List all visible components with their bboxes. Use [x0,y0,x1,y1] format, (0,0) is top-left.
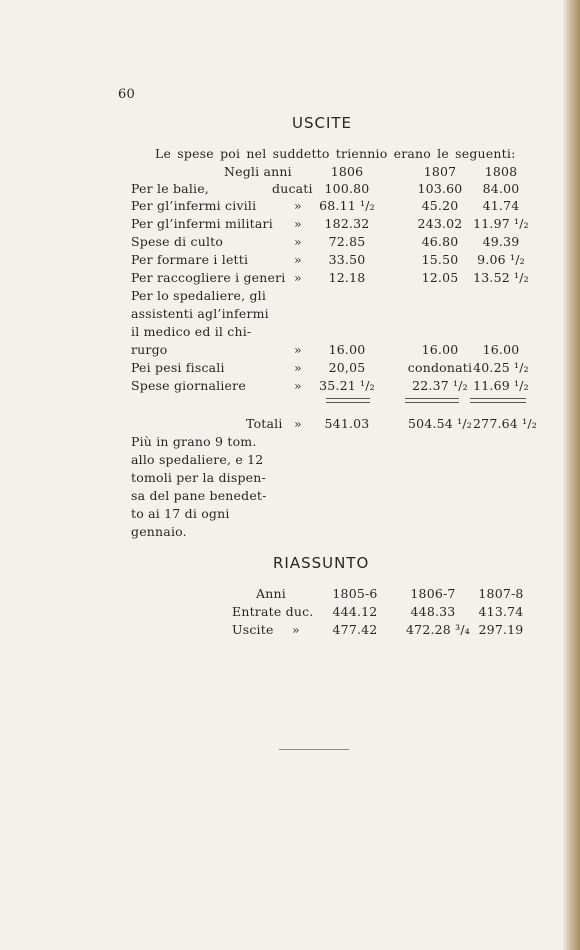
total-value: 504.54 ¹/₂ [408,416,472,431]
value-cell: 103.60 [417,181,463,196]
value-cell: 11.69 ¹/₂ [473,378,529,393]
value-cell: 15.50 [421,252,459,267]
value-cell: 46.80 [421,234,459,249]
expense-label-line: Per lo spedaliere, gli [131,288,267,303]
value-cell: 16.00 [328,342,366,357]
note-line: gennaio. [131,524,187,539]
summary-row-label: Uscite [232,622,274,637]
value-cell: 22.37 ¹/₂ [412,378,468,393]
value-cell: 33.50 [328,252,366,267]
sum-rule [470,402,526,403]
expense-label: Per le balie, [131,181,209,196]
expense-label: Spese giornaliere [131,378,246,393]
ditto-marker: » [294,360,302,375]
ditto-marker: » [294,252,302,267]
value-cell: 100.80 [324,181,370,196]
value-cell: 11.97 ¹/₂ [473,216,529,231]
expense-label: Per gl’infermi civili [131,198,257,213]
summary-year-header: 1806-7 [410,586,456,601]
year-header: 1806 [330,164,364,179]
ditto-marker: » [292,622,300,637]
value-cell: 40.25 ¹/₂ [473,360,529,375]
value-cell: 243.02 [417,216,463,231]
expense-label: Pei pesi fiscali [131,360,225,375]
value-cell: condonati [407,360,473,375]
value-cell: 12.05 [421,270,459,285]
ditto-marker: » [294,378,302,393]
summary-year-header: 1807-8 [478,586,524,601]
expense-label: Per raccogliere i generi [131,270,286,285]
value-cell: 13.52 ¹/₂ [473,270,529,285]
note-line: allo spedaliere, e 12 [131,452,264,467]
sum-rule [326,402,370,403]
ditto-marker: » [294,198,302,213]
closing-rule [279,749,349,750]
note-line: tomoli per la dispen- [131,470,266,485]
value-cell: 45.20 [421,198,459,213]
sum-rule [405,398,459,399]
section-title-uscite: USCITE [292,114,353,132]
value-cell: 20,05 [328,360,366,375]
year-label: Negli anni [224,164,292,179]
summary-value: 477.42 [332,622,378,637]
value-cell: 16.00 [482,342,520,357]
value-cell: 84.00 [482,181,520,196]
year-header: 1808 [484,164,518,179]
summary-value: 413.74 [478,604,524,619]
summary-value: 448.33 [410,604,456,619]
summary-value: 297.19 [478,622,524,637]
value-cell: 72.85 [328,234,366,249]
page-edge-shadow [562,0,580,950]
summary-header-label: Anni [256,586,286,601]
total-value: 277.64 ¹/₂ [473,416,537,431]
value-cell: 9.06 ¹/₂ [477,252,525,267]
note-line: sa del pane benedet- [131,488,267,503]
ditto-marker: » [294,416,302,431]
year-header: 1807 [423,164,457,179]
section-title-riassunto: RIASSUNTO [273,554,370,572]
value-cell: 35.21 ¹/₂ [319,378,375,393]
note-line: Più in grano 9 tom. [131,434,257,449]
sum-rule [470,398,526,399]
value-cell: 12.18 [328,270,366,285]
value-cell: 16.00 [421,342,459,357]
sum-rule [405,402,459,403]
expense-label-line: rurgo [131,342,168,357]
value-cell: 68.11 ¹/₂ [319,198,375,213]
expense-label: Per formare i letti [131,252,249,267]
ditto-marker: » [294,342,302,357]
expense-label: Per gl’infermi militari [131,216,273,231]
ditto-marker: » [294,234,302,249]
note-line: to ai 17 di ogni [131,506,230,521]
total-value: 541.03 [324,416,370,431]
intro-text: Le spese poi nel suddetto triennio erano le seguenti: [155,146,516,161]
value-cell: 41.74 [482,198,520,213]
page-number: 60 [118,87,135,102]
totals-label: Totali [246,416,283,431]
ditto-marker: » [294,216,302,231]
expense-label-line: il medico ed il chi- [131,324,252,339]
value-cell: 182.32 [324,216,370,231]
value-cell: 49.39 [482,234,520,249]
sum-rule [326,398,370,399]
ditto-marker: » [294,270,302,285]
currency-label: ducati [272,181,313,196]
expense-label-line: assistenti agl’infermi [131,306,269,321]
summary-value: 444.12 [332,604,378,619]
summary-year-header: 1805-6 [332,586,378,601]
summary-row-label: Entrate duc. [232,604,314,619]
expense-label: Spese di culto [131,234,224,249]
summary-value: 472.28 ³/₄ [406,622,470,637]
